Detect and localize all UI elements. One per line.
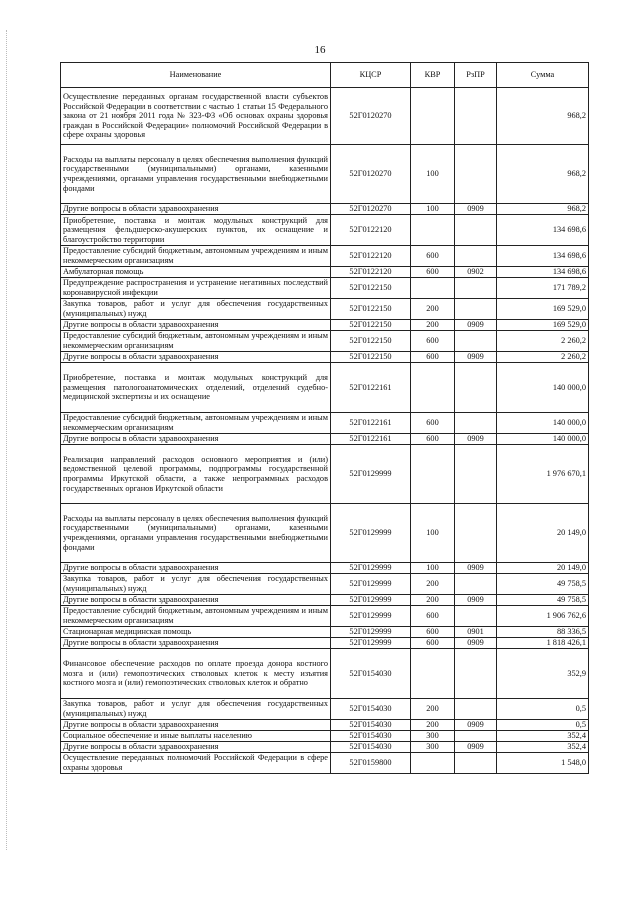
cell-kcsr: 52Г0120270 bbox=[331, 88, 411, 145]
cell-kcsr: 52Г0120270 bbox=[331, 145, 411, 204]
cell-kvr: 600 bbox=[411, 606, 455, 627]
header-kvr: КВР bbox=[411, 63, 455, 88]
cell-kcsr: 52Г0129999 bbox=[331, 606, 411, 627]
table-row bbox=[61, 742, 589, 753]
cell-rzpr bbox=[455, 445, 497, 504]
cell-kcsr: 52Г0129999 bbox=[331, 638, 411, 649]
table-row bbox=[61, 413, 589, 434]
cell-kvr bbox=[411, 215, 455, 246]
cell-kcsr: 52Г0159800 bbox=[331, 753, 411, 774]
table-row bbox=[61, 649, 589, 699]
cell-rzpr bbox=[455, 145, 497, 204]
table-row bbox=[61, 215, 589, 246]
cell-name: Приобретение, поставка и монтаж модульных конструкций для размещения патологоанатомических отделений, отделений судебно-медицинской экспертизы и их оснащение bbox=[61, 363, 331, 413]
cell-rzpr bbox=[455, 363, 497, 413]
cell-sum: 169 529,0 bbox=[497, 299, 589, 320]
cell-kcsr: 52Г0120270 bbox=[331, 204, 411, 215]
cell-kvr: 100 bbox=[411, 504, 455, 563]
cell-kvr bbox=[411, 88, 455, 145]
cell-sum: 20 149,0 bbox=[497, 504, 589, 563]
cell-kvr bbox=[411, 445, 455, 504]
cell-kcsr: 52Г0154030 bbox=[331, 720, 411, 731]
cell-rzpr bbox=[455, 413, 497, 434]
table-row bbox=[61, 699, 589, 720]
header-name: Наименование bbox=[61, 63, 331, 88]
cell-kcsr: 52Г0129999 bbox=[331, 627, 411, 638]
cell-name: Социальное обеспечение и иные выплаты населению bbox=[61, 731, 331, 742]
cell-rzpr bbox=[455, 215, 497, 246]
cell-name: Финансовое обеспечение расходов по оплате проезда донора костного мозга и (или) гемопоэтических стволовых клеток к месту изъятия костного мозга и (или) гемопоэтических стволовых клеток и обратно bbox=[61, 649, 331, 699]
cell-rzpr bbox=[455, 504, 497, 563]
cell-rzpr: 0909 bbox=[455, 563, 497, 574]
table-row bbox=[61, 638, 589, 649]
cell-rzpr bbox=[455, 278, 497, 299]
cell-sum: 968,2 bbox=[497, 145, 589, 204]
cell-name: Другие вопросы в области здравоохранения bbox=[61, 742, 331, 753]
cell-kcsr: 52Г0154030 bbox=[331, 699, 411, 720]
cell-kvr: 200 bbox=[411, 299, 455, 320]
table-row bbox=[61, 563, 589, 574]
table-row bbox=[61, 267, 589, 278]
cell-kcsr: 52Г0122161 bbox=[331, 434, 411, 445]
cell-kvr: 600 bbox=[411, 246, 455, 267]
cell-name: Предоставление субсидий бюджетным, автономным учреждениям и иным некоммерческим организациям bbox=[61, 606, 331, 627]
cell-name: Закупка товаров, работ и услуг для обеспечения государственных (муниципальных) нужд bbox=[61, 699, 331, 720]
cell-kcsr: 52Г0129999 bbox=[331, 595, 411, 606]
cell-sum: 0,5 bbox=[497, 720, 589, 731]
cell-kcsr: 52Г0122150 bbox=[331, 299, 411, 320]
cell-name: Осуществление переданных полномочий Российской Федерации в сфере охраны здоровья bbox=[61, 753, 331, 774]
page-number: 16 bbox=[314, 44, 326, 56]
margin-dotted-line bbox=[6, 30, 9, 850]
table-row bbox=[61, 204, 589, 215]
cell-name: Расходы на выплаты персоналу в целях обеспечения выполнения функций государственными (муниципальными) органами, казенными учреждениями, органами управления государственными внебюджетными фондами bbox=[61, 145, 331, 204]
cell-name: Предупреждение распространения и устранение негативных последствий коронавирусной инфекции bbox=[61, 278, 331, 299]
cell-rzpr: 0909 bbox=[455, 320, 497, 331]
cell-name: Другие вопросы в области здравоохранения bbox=[61, 320, 331, 331]
table-row bbox=[61, 731, 589, 742]
cell-kcsr: 52Г0154030 bbox=[331, 742, 411, 753]
cell-sum: 88 336,5 bbox=[497, 627, 589, 638]
cell-sum: 49 758,5 bbox=[497, 595, 589, 606]
cell-kvr: 200 bbox=[411, 699, 455, 720]
cell-name: Другие вопросы в области здравоохранения bbox=[61, 638, 331, 649]
table-row bbox=[61, 753, 589, 774]
cell-sum: 1 976 670,1 bbox=[497, 445, 589, 504]
cell-sum: 134 698,6 bbox=[497, 215, 589, 246]
budget-table bbox=[60, 62, 589, 774]
table-row bbox=[61, 434, 589, 445]
cell-rzpr: 0909 bbox=[455, 204, 497, 215]
cell-rzpr: 0909 bbox=[455, 352, 497, 363]
cell-name: Предоставление субсидий бюджетным, автономным учреждениям и иным некоммерческим организациям bbox=[61, 246, 331, 267]
cell-rzpr: 0909 bbox=[455, 434, 497, 445]
cell-kcsr: 52Г0129999 bbox=[331, 445, 411, 504]
cell-kcsr: 52Г0129999 bbox=[331, 574, 411, 595]
cell-name: Реализация направлений расходов основного мероприятия и (или) ведомственной целевой программы, подпрограммы государственной программы Иркутской области, а также непрограммных расходов государственных органов Иркутской области bbox=[61, 445, 331, 504]
cell-rzpr bbox=[455, 574, 497, 595]
cell-kcsr: 52Г0122120 bbox=[331, 246, 411, 267]
cell-sum: 169 529,0 bbox=[497, 320, 589, 331]
cell-name: Предоставление субсидий бюджетным, автономным учреждениям и иным некоммерческим организациям bbox=[61, 413, 331, 434]
cell-kcsr: 52Г0122150 bbox=[331, 320, 411, 331]
cell-sum: 134 698,6 bbox=[497, 246, 589, 267]
cell-sum: 171 789,2 bbox=[497, 278, 589, 299]
cell-sum: 0,5 bbox=[497, 699, 589, 720]
cell-kvr: 100 bbox=[411, 145, 455, 204]
cell-name: Другие вопросы в области здравоохранения bbox=[61, 204, 331, 215]
cell-name: Другие вопросы в области здравоохранения bbox=[61, 595, 331, 606]
cell-kvr: 200 bbox=[411, 720, 455, 731]
cell-kvr: 600 bbox=[411, 413, 455, 434]
cell-rzpr bbox=[455, 299, 497, 320]
table-row bbox=[61, 331, 589, 352]
table-row bbox=[61, 145, 589, 204]
cell-rzpr bbox=[455, 649, 497, 699]
cell-sum: 1 906 762,6 bbox=[497, 606, 589, 627]
cell-kcsr: 52Г0154030 bbox=[331, 649, 411, 699]
table-row bbox=[61, 445, 589, 504]
cell-kvr: 600 bbox=[411, 434, 455, 445]
cell-kvr: 600 bbox=[411, 627, 455, 638]
cell-sum: 352,4 bbox=[497, 742, 589, 753]
cell-kvr bbox=[411, 363, 455, 413]
header-kcsr: КЦСР bbox=[331, 63, 411, 88]
cell-kvr bbox=[411, 649, 455, 699]
cell-kcsr: 52Г0122161 bbox=[331, 363, 411, 413]
header-rzpr: РзПР bbox=[455, 63, 497, 88]
cell-name: Закупка товаров, работ и услуг для обеспечения государственных (муниципальных) нужд bbox=[61, 299, 331, 320]
cell-rzpr: 0909 bbox=[455, 742, 497, 753]
table-row bbox=[61, 504, 589, 563]
cell-sum: 968,2 bbox=[497, 88, 589, 145]
cell-kvr bbox=[411, 753, 455, 774]
cell-name: Другие вопросы в области здравоохранения bbox=[61, 434, 331, 445]
cell-sum: 140 000,0 bbox=[497, 413, 589, 434]
table-row bbox=[61, 320, 589, 331]
table-row bbox=[61, 627, 589, 638]
table-body bbox=[61, 88, 589, 774]
cell-kvr: 600 bbox=[411, 352, 455, 363]
cell-kcsr: 52Г0154030 bbox=[331, 731, 411, 742]
cell-name: Закупка товаров, работ и услуг для обеспечения государственных (муниципальных) нужд bbox=[61, 574, 331, 595]
cell-sum: 140 000,0 bbox=[497, 434, 589, 445]
table-header-row bbox=[61, 63, 589, 88]
cell-sum: 352,9 bbox=[497, 649, 589, 699]
cell-rzpr bbox=[455, 753, 497, 774]
cell-kcsr: 52Г0122150 bbox=[331, 352, 411, 363]
cell-kvr: 200 bbox=[411, 574, 455, 595]
cell-sum: 20 149,0 bbox=[497, 563, 589, 574]
cell-kvr: 200 bbox=[411, 595, 455, 606]
cell-rzpr: 0909 bbox=[455, 595, 497, 606]
table-row bbox=[61, 246, 589, 267]
table-row bbox=[61, 363, 589, 413]
cell-name: Другие вопросы в области здравоохранения bbox=[61, 563, 331, 574]
cell-sum: 2 260,2 bbox=[497, 331, 589, 352]
cell-kcsr: 52Г0122120 bbox=[331, 215, 411, 246]
cell-kcsr: 52Г0122150 bbox=[331, 278, 411, 299]
cell-sum: 2 260,2 bbox=[497, 352, 589, 363]
cell-rzpr bbox=[455, 699, 497, 720]
cell-sum: 352,4 bbox=[497, 731, 589, 742]
cell-name: Стационарная медицинская помощь bbox=[61, 627, 331, 638]
cell-rzpr: 0901 bbox=[455, 627, 497, 638]
cell-sum: 134 698,6 bbox=[497, 267, 589, 278]
cell-kvr: 300 bbox=[411, 742, 455, 753]
cell-rzpr bbox=[455, 331, 497, 352]
table-row bbox=[61, 278, 589, 299]
cell-kvr bbox=[411, 278, 455, 299]
cell-name: Амбулаторная помощь bbox=[61, 267, 331, 278]
cell-kvr: 300 bbox=[411, 731, 455, 742]
cell-rzpr bbox=[455, 606, 497, 627]
cell-sum: 968,2 bbox=[497, 204, 589, 215]
cell-kvr: 200 bbox=[411, 320, 455, 331]
table-row bbox=[61, 88, 589, 145]
header-sum: Сумма bbox=[497, 63, 589, 88]
cell-kcsr: 52Г0129999 bbox=[331, 563, 411, 574]
cell-kcsr: 52Г0122120 bbox=[331, 267, 411, 278]
cell-rzpr bbox=[455, 88, 497, 145]
cell-name: Приобретение, поставка и монтаж модульных конструкций для размещения фельдшерско-акушерских пунктов, их оснащение и благоустройство территории bbox=[61, 215, 331, 246]
cell-kcsr: 52Г0122161 bbox=[331, 413, 411, 434]
cell-rzpr bbox=[455, 731, 497, 742]
table-row bbox=[61, 574, 589, 595]
cell-sum: 1 548,0 bbox=[497, 753, 589, 774]
cell-name: Другие вопросы в области здравоохранения bbox=[61, 352, 331, 363]
cell-kcsr: 52Г0129999 bbox=[331, 504, 411, 563]
cell-kvr: 600 bbox=[411, 638, 455, 649]
cell-name: Расходы на выплаты персоналу в целях обеспечения выполнения функций государственными (муниципальными) органами, казенными учреждениями, органами управления государственными внебюджетными фондами bbox=[61, 504, 331, 563]
cell-rzpr: 0902 bbox=[455, 267, 497, 278]
cell-rzpr: 0909 bbox=[455, 720, 497, 731]
cell-kcsr: 52Г0122150 bbox=[331, 331, 411, 352]
cell-sum: 1 818 426,1 bbox=[497, 638, 589, 649]
cell-name: Осуществление переданных органам государственной власти субъектов Российской Федерации в соответствии с частью 1 статьи 15 Федерального закона от 21 ноября 2011 года № 323-ФЗ «Об основах охраны здоровья граждан в Российской Федерации» полномочий Российской Федерации в сфере охраны здоровья bbox=[61, 88, 331, 145]
cell-sum: 49 758,5 bbox=[497, 574, 589, 595]
cell-name: Предоставление субсидий бюджетным, автономным учреждениям и иным некоммерческим организациям bbox=[61, 331, 331, 352]
table-row bbox=[61, 352, 589, 363]
cell-sum: 140 000,0 bbox=[497, 363, 589, 413]
cell-kvr: 600 bbox=[411, 267, 455, 278]
table-row bbox=[61, 606, 589, 627]
table-row bbox=[61, 720, 589, 731]
cell-name: Другие вопросы в области здравоохранения bbox=[61, 720, 331, 731]
cell-rzpr bbox=[455, 246, 497, 267]
table-row bbox=[61, 299, 589, 320]
cell-rzpr: 0909 bbox=[455, 638, 497, 649]
cell-kvr: 100 bbox=[411, 563, 455, 574]
cell-kvr: 100 bbox=[411, 204, 455, 215]
table-row bbox=[61, 595, 589, 606]
cell-kvr: 600 bbox=[411, 331, 455, 352]
